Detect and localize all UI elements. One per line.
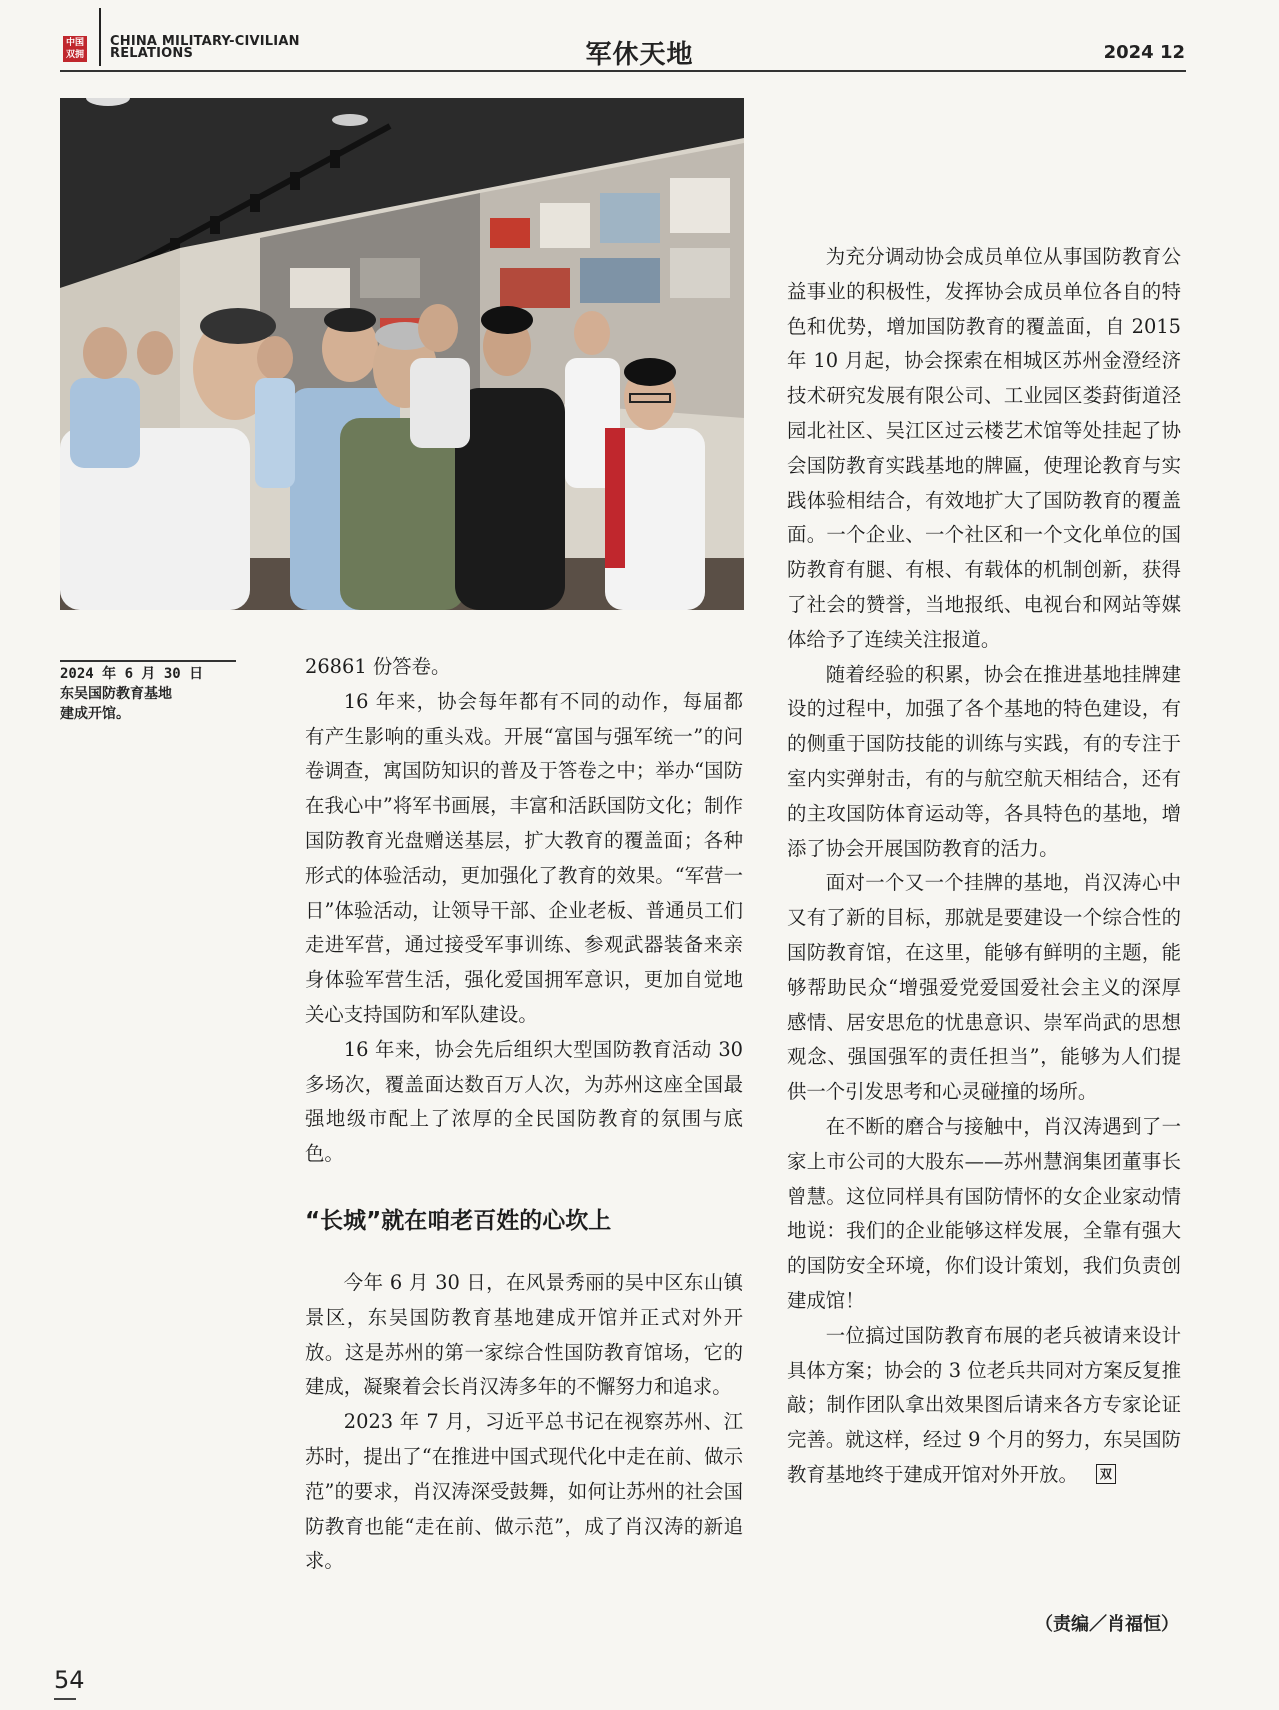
paragraph: 16 年来，协会先后组织大型国防教育活动 30 多场次，覆盖面达数百万人次，为苏州这座全国最强地级市配上了浓厚的全民国防教育的氛围与底色。 [305,1037,743,1166]
photo-illustration [60,98,744,610]
paragraph: 16 年来，协会每年都有不同的动作，每届都有产生影响的重头戏。开展“富国与强军统一”的问卷调查，寓国防知识的普及于答卷之中；举办“国防在我心中”将军书画展，丰富和活跃国防文化；制作国防教育光盘赠送基层，扩大教育的覆盖面；各种形式的体验活动，更加强化了教育的效果。“军营一日”体验活动，让领导干部、企业老板、普通员工们走进军营，通过接受军事训练、参观武器装备来亲身体验军营生活，强化爱国拥军意识，更加自觉地关心支持国防和军队建设。 [305,689,743,1026]
paragraph-last-text: 一位搞过国防教育布展的老兵被请来设计具体方案；协会的 3 位老兵共同对方案反复推敲；制作团队拿出效果图后请来各方专家论证完善。就这样，经过 9 个月的努力，东吴国防教育基地终于建成开馆对外开放。 [787,1323,1181,1486]
end-mark-icon: 双 [1096,1464,1116,1484]
paragraph: 随着经验的积累，协会在推进基地挂牌建设的过程中，加强了各个基地的特色建设，有的侧重于国防技能的训练与实践，有的专注于室内实弹射击，有的与航空航天相结合，还有的主攻国防体育运动等，各具特色的基地，增添了协会开展国防教育的活力。 [787,662,1181,860]
paragraph: 26861 份答卷。 [305,655,451,678]
header-rule [60,70,1186,72]
paragraph: 2023 年 7 月，习近平总书记在视察苏州、江苏时，提出了“在推进中国式现代化中走在前、做示范”的要求，肖汉涛深受鼓舞，如何让苏州的社会国防教育也能“走在前、做示范”，成了肖汉涛的新追求。 [305,1410,743,1573]
caption-line: 建成开馆。 [60,706,130,722]
photo-caption [60,660,236,724]
exhibition-photo [60,98,744,610]
issue-number: 2024 12 [1103,42,1185,63]
caption-line: 东吴国防教育基地 [60,686,172,702]
paragraph: 为充分调动协会成员单位从事国防教育公益事业的积极性，发挥协会成员单位各自的特色和优势，增加国防教育的覆盖面，自 2015 年 10 月起，协会探索在相城区苏州金澄经济技术研究发展有限公司、工业园区娄葑街道泾园北社区、吴江区过云楼艺术馆等处挂起了协会国防教育实践基地的牌匾，使理论教育与实践体验相结合，有效地扩大了国防教育的覆盖面。一个企业、一个社区和一个文化单位的国防教育有腿、有根、有载体的机制创新，获得了社会的赞誉，当地报纸、电视台和网站等媒体给予了连续关注报道。 [787,245,1181,651]
paragraph: 面对一个又一个挂牌的基地，肖汉涛心中又有了新的目标，那就是要建设一个综合性的国防教育馆，在这里，能够有鲜明的主题，能够帮助民众“增强爱党爱国爱社会主义的深厚感情、居安思危的忧患意识、崇军尚武的思想观念、强国强军的责任担当”，能够为人们提供一个引发思考和心灵碰撞的场所。 [787,871,1181,1104]
editor-credit: （责编／肖福恒） [1035,1614,1179,1635]
magazine-name-line2: RELATIONS [110,46,194,61]
caption-line: 2024 年 6 月 30 日 [60,666,204,682]
section-title: 军休天地 [585,40,694,70]
article-right-column [787,240,1181,1493]
article-middle-column [305,650,743,1579]
page-rule [54,1698,76,1706]
paragraph: 今年 6 月 30 日，在风景秀丽的吴中区东山镇景区，东吴国防教育基地建成开馆并正式对外开放。这是苏州的第一家综合性国防教育馆场，它的建成，凝聚着会长肖汉涛多年的不懈努力和追求。 [305,1270,743,1399]
paragraph: 在不断的磨合与接触中，肖汉涛遇到了一家上市公司的大股东——苏州慧润集团董事长曾慧。这位同样具有国防情怀的女企业家动情地说：我们的企业能够这样发展，全靠有强大的国防安全环境，你们设计策划，我们负责创建成馆！ [787,1114,1181,1312]
magazine-name-line1: CHINA MILITARY-CIVILIAN [110,34,300,49]
section-subheading: “长城”就在咱老百姓的心坎上 [305,1207,612,1234]
paragraph-last [787,1319,1181,1493]
page-number: 54 [54,1666,85,1694]
magazine-logo: 中国双拥 [63,36,87,62]
